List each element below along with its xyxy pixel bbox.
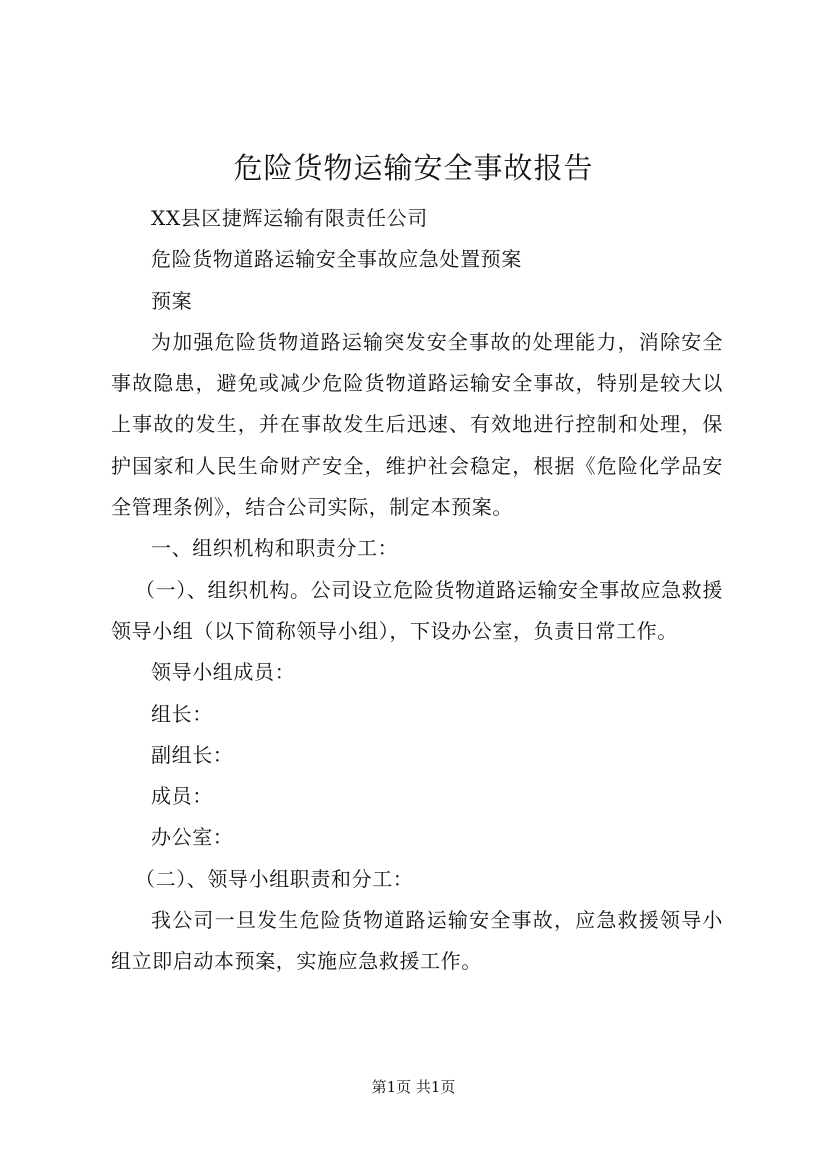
subsection-organization: （一）、组织机构。公司设立危险货物道路运输安全事故应急救援领导小组（以下简称领导小组），下设办公室，负责日常工作。 (111, 577, 723, 643)
document-title: 危险货物运输安全事故报告 (233, 151, 594, 185)
intro-paragraph: 为加强危险货物道路运输突发安全事故的处理能力，消除安全事故隐患，避免或减少危险货物道路运输安全事故，特别是较大以上事故的发生，并在事故发生后迅速、有效地进行控制和处理，保护国家和人民生命财产安全，维护社会稳定，根据《危险化学品安全管理条例》，结合公司实际，制定本预案。 (111, 329, 723, 520)
members-label: 领导小组成员： (151, 660, 296, 685)
page-footer: 第1页 共1页 (371, 1078, 456, 1096)
leader-label: 组长： (151, 701, 213, 726)
document-body (111, 198, 723, 983)
member-label: 成员： (151, 784, 213, 809)
section-heading-organization: 一、组织机构和职责分工： (151, 536, 399, 561)
plan-title: 危险货物道路运输安全事故应急处置预案 (151, 247, 522, 272)
duties-paragraph: 我公司一旦发生危险货物道路运输安全事故，应急救援领导小组立即启动本预案，实施应急救援工作。 (111, 908, 723, 974)
section-label: 预案 (151, 288, 193, 313)
deputy-leader-label: 副组长： (151, 742, 234, 767)
company-name: XX县区捷辉运输有限责任公司 (151, 206, 428, 230)
office-label: 办公室： (151, 825, 234, 850)
subsection-duties: （二）、领导小组职责和分工： (135, 866, 414, 891)
